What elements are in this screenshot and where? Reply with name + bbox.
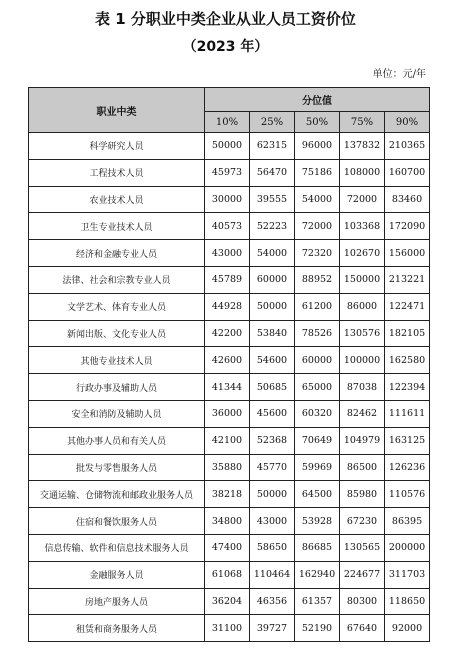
wage-value-cell: 111611 xyxy=(385,400,430,427)
wage-value-cell: 92000 xyxy=(385,615,430,642)
occupation-cell: 农业技术人员 xyxy=(29,186,205,213)
wage-value-cell: 45789 xyxy=(205,266,250,293)
wage-value-cell: 86000 xyxy=(340,293,385,320)
table-row xyxy=(29,400,430,427)
wage-value-cell: 110464 xyxy=(250,561,295,588)
table-title: 表 1 分职业中类企业从业人员工资价位 xyxy=(95,10,356,28)
wage-value-cell: 87038 xyxy=(340,374,385,401)
wage-value-cell: 59969 xyxy=(295,454,340,481)
wage-value-cell: 34800 xyxy=(205,508,250,535)
wage-value-cell: 224677 xyxy=(340,561,385,588)
table-row xyxy=(29,374,430,401)
wage-value-cell: 58650 xyxy=(250,534,295,561)
wage-value-cell: 104979 xyxy=(340,427,385,454)
wage-value-cell: 52190 xyxy=(295,615,340,642)
wage-value-cell: 182105 xyxy=(385,320,430,347)
occupation-cell: 其他办事人员和有关人员 xyxy=(29,427,205,454)
table-row xyxy=(29,213,430,240)
wage-value-cell: 42100 xyxy=(205,427,250,454)
wage-value-cell: 137832 xyxy=(340,133,385,160)
wage-value-cell: 85980 xyxy=(340,481,385,508)
wage-value-cell: 70649 xyxy=(295,427,340,454)
wage-value-cell: 60000 xyxy=(250,266,295,293)
table-row xyxy=(29,347,430,374)
table-row xyxy=(29,561,430,588)
wage-value-cell: 50000 xyxy=(250,481,295,508)
wage-value-cell: 126236 xyxy=(385,454,430,481)
header-percentile-group: 分位值 xyxy=(205,88,430,112)
table-row xyxy=(29,427,430,454)
wage-value-cell: 38218 xyxy=(205,481,250,508)
occupation-cell: 交通运输、仓储物流和邮政业服务人员 xyxy=(29,481,205,508)
wage-value-cell: 31100 xyxy=(205,615,250,642)
wage-value-cell: 52223 xyxy=(250,213,295,240)
header-p10: 10% xyxy=(205,112,250,133)
wage-value-cell: 45770 xyxy=(250,454,295,481)
wage-value-cell: 86395 xyxy=(385,508,430,535)
wage-value-cell: 64500 xyxy=(295,481,340,508)
occupation-cell: 信息传输、软件和信息技术服务人员 xyxy=(29,534,205,561)
wage-value-cell: 43000 xyxy=(250,508,295,535)
header-p25: 25% xyxy=(250,112,295,133)
wage-value-cell: 162580 xyxy=(385,347,430,374)
table-row xyxy=(29,588,430,615)
occupation-cell: 其他专业技术人员 xyxy=(29,347,205,374)
wage-value-cell: 83460 xyxy=(385,186,430,213)
table-row xyxy=(29,186,430,213)
header-p50: 50% xyxy=(295,112,340,133)
wage-value-cell: 102670 xyxy=(340,240,385,267)
table-row xyxy=(29,266,430,293)
occupation-cell: 金融服务人员 xyxy=(29,561,205,588)
table-subtitle: （2023 年） xyxy=(182,39,269,55)
occupation-cell: 法律、社会和宗教专业人员 xyxy=(29,266,205,293)
wage-value-cell: 100000 xyxy=(340,347,385,374)
occupation-cell: 批发与零售服务人员 xyxy=(29,454,205,481)
wage-value-cell: 36204 xyxy=(205,588,250,615)
wage-value-cell: 78526 xyxy=(295,320,340,347)
wage-value-cell: 39727 xyxy=(250,615,295,642)
wage-value-cell: 311703 xyxy=(385,561,430,588)
occupation-cell: 新闻出版、文化专业人员 xyxy=(29,320,205,347)
wage-value-cell: 80300 xyxy=(340,588,385,615)
header-p90: 90% xyxy=(385,112,430,133)
wage-value-cell: 61200 xyxy=(295,293,340,320)
wage-value-cell: 172090 xyxy=(385,213,430,240)
wage-value-cell: 210365 xyxy=(385,133,430,160)
wage-value-cell: 54000 xyxy=(295,186,340,213)
wage-value-cell: 162940 xyxy=(295,561,340,588)
occupation-cell: 科学研究人员 xyxy=(29,133,205,160)
wage-value-cell: 62315 xyxy=(250,133,295,160)
wage-value-cell: 86685 xyxy=(295,534,340,561)
table-row xyxy=(29,240,430,267)
wage-value-cell: 54600 xyxy=(250,347,295,374)
wage-value-cell: 41344 xyxy=(205,374,250,401)
wage-value-cell: 47400 xyxy=(205,534,250,561)
wage-value-cell: 82462 xyxy=(340,400,385,427)
table-row xyxy=(29,293,430,320)
wage-value-cell: 50685 xyxy=(250,374,295,401)
occupation-cell: 房地产服务人员 xyxy=(29,588,205,615)
wage-value-cell: 163125 xyxy=(385,427,430,454)
wage-value-cell: 213221 xyxy=(385,266,430,293)
wage-value-cell: 130576 xyxy=(340,320,385,347)
wage-value-cell: 122471 xyxy=(385,293,430,320)
table-header xyxy=(29,88,430,133)
wage-value-cell: 72320 xyxy=(295,240,340,267)
wage-value-cell: 45600 xyxy=(250,400,295,427)
header-p75: 75% xyxy=(340,112,385,133)
wage-value-cell: 50000 xyxy=(250,293,295,320)
wage-value-cell: 60320 xyxy=(295,400,340,427)
wage-value-cell: 56470 xyxy=(250,159,295,186)
wage-value-cell: 42600 xyxy=(205,347,250,374)
occupation-cell: 租赁和商务服务人员 xyxy=(29,615,205,642)
wage-value-cell: 53840 xyxy=(250,320,295,347)
wage-value-cell: 39555 xyxy=(250,186,295,213)
document-page xyxy=(0,10,451,642)
wage-value-cell: 40573 xyxy=(205,213,250,240)
table-row xyxy=(29,508,430,535)
wage-value-cell: 67230 xyxy=(340,508,385,535)
table-row xyxy=(29,133,430,160)
wage-value-cell: 200000 xyxy=(385,534,430,561)
wage-value-cell: 65000 xyxy=(295,374,340,401)
occupation-cell: 安全和消防及辅助人员 xyxy=(29,400,205,427)
wage-value-cell: 42200 xyxy=(205,320,250,347)
table-row xyxy=(29,615,430,642)
wage-value-cell: 156000 xyxy=(385,240,430,267)
wage-value-cell: 50000 xyxy=(205,133,250,160)
wage-value-cell: 72000 xyxy=(295,213,340,240)
wage-value-cell: 53928 xyxy=(295,508,340,535)
table-row xyxy=(29,320,430,347)
wage-value-cell: 35880 xyxy=(205,454,250,481)
wage-value-cell: 61068 xyxy=(205,561,250,588)
wage-value-cell: 96000 xyxy=(295,133,340,160)
header-occupation: 职业中类 xyxy=(29,88,205,133)
table-body xyxy=(29,133,430,642)
table-row xyxy=(29,159,430,186)
wage-value-cell: 44928 xyxy=(205,293,250,320)
wage-value-cell: 54000 xyxy=(250,240,295,267)
wage-value-cell: 46356 xyxy=(250,588,295,615)
occupation-cell: 经济和金融专业人员 xyxy=(29,240,205,267)
unit-label: 单位：元/年 xyxy=(372,69,426,80)
wage-value-cell: 88952 xyxy=(295,266,340,293)
table-row xyxy=(29,534,430,561)
wage-value-cell: 60000 xyxy=(295,347,340,374)
wage-value-cell: 160700 xyxy=(385,159,430,186)
wage-value-cell: 52368 xyxy=(250,427,295,454)
occupation-cell: 卫生专业技术人员 xyxy=(29,213,205,240)
wage-value-cell: 130565 xyxy=(340,534,385,561)
wage-value-cell: 108000 xyxy=(340,159,385,186)
wage-value-cell: 150000 xyxy=(340,266,385,293)
wage-value-cell: 72000 xyxy=(340,186,385,213)
wage-value-cell: 36000 xyxy=(205,400,250,427)
occupation-cell: 住宿和餐饮服务人员 xyxy=(29,508,205,535)
occupation-cell: 行政办事及辅助人员 xyxy=(29,374,205,401)
occupation-cell: 工程技术人员 xyxy=(29,159,205,186)
table-row xyxy=(29,481,430,508)
wage-value-cell: 61357 xyxy=(295,588,340,615)
table-row xyxy=(29,454,430,481)
wage-value-cell: 45973 xyxy=(205,159,250,186)
wage-value-cell: 103368 xyxy=(340,213,385,240)
wage-value-cell: 122394 xyxy=(385,374,430,401)
wage-value-cell: 43000 xyxy=(205,240,250,267)
wage-table xyxy=(28,87,430,642)
wage-value-cell: 86500 xyxy=(340,454,385,481)
wage-value-cell: 110576 xyxy=(385,481,430,508)
wage-value-cell: 30000 xyxy=(205,186,250,213)
occupation-cell: 文学艺术、体育专业人员 xyxy=(29,293,205,320)
wage-value-cell: 118650 xyxy=(385,588,430,615)
wage-value-cell: 75186 xyxy=(295,159,340,186)
wage-value-cell: 67640 xyxy=(340,615,385,642)
